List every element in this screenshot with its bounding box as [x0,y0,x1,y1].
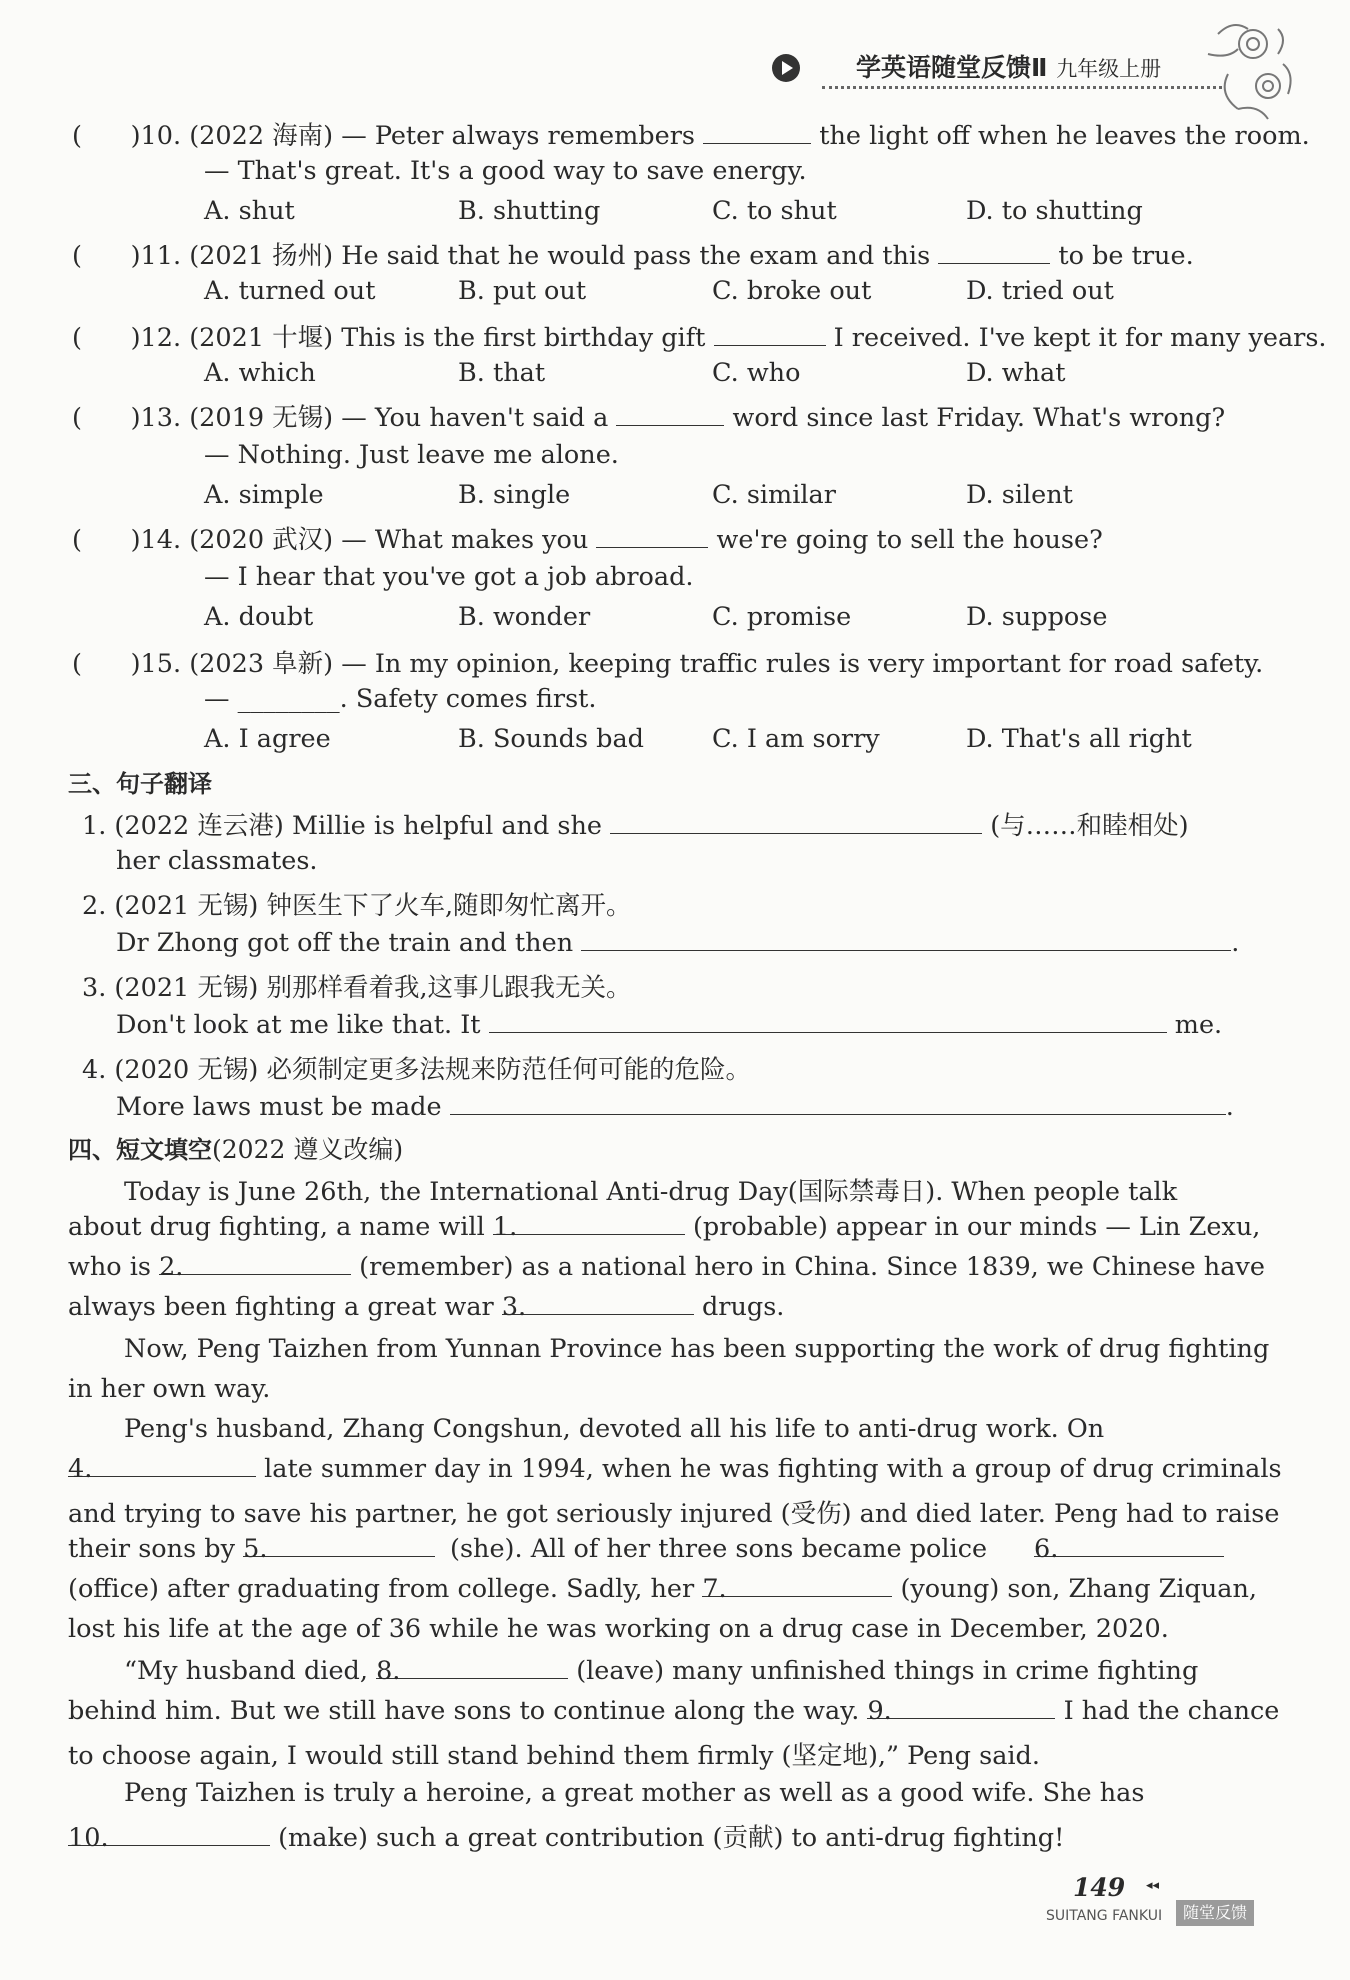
passage-blank-9[interactable]: 9. [867,1696,1055,1719]
passage-line: always been fighting a great war 3. drugs. [68,1292,785,1322]
question-15: ( )15. (2023 阜新) — In my opinion, keeping traffic rules is very important for road safety. [72,649,1264,679]
passage-line: (office) after graduating from college. Sadly, her 7. (young) son, Zhang Ziquan, [68,1574,1257,1604]
option-b: B. that [458,358,546,388]
option-d: D. what [966,358,1066,388]
passage-line: behind him. But we still have sons to continue along the way. 9. I had the chance [68,1696,1280,1726]
answer-blank[interactable] [450,1092,1226,1115]
section-4-title: 四、短文填空(2022 遵义改编) [68,1135,404,1164]
question-12: ( )12. (2021 十堰) This is the first birthday gift I received. I've kept it for many years. [72,323,1327,353]
section-3-title: 三、句子翻译 [68,770,212,798]
header-title: 学英语随堂反馈Ⅱ 九年级上册 [856,53,1162,82]
answer-blank[interactable] [714,323,826,346]
option-b: B. shutting [458,196,601,226]
passage-blank-8[interactable]: 8. [376,1656,568,1679]
passage-blank-5[interactable]: 5. [243,1534,435,1557]
option-a: A. shut [204,196,295,226]
option-b: B. wonder [458,602,591,632]
option-b: B. put out [458,276,587,306]
translation-line: Don't look at me like that. It me. [116,1010,1223,1040]
option-c: C. to shut [712,196,837,226]
passage-blank-10[interactable]: 10. [68,1823,270,1846]
question-text: — That's great. It's a good way to save energy. [204,156,807,186]
option-c: C. broke out [712,276,872,306]
option-c: C. similar [712,480,836,510]
passage-line: “My husband died, 8. (leave) many unfinished things in crime fighting [124,1656,1199,1686]
translation-3: 3. (2021 无锡) 别那样看着我,这事儿跟我无关。 [82,973,632,1003]
answer-blank[interactable] [489,1010,1167,1033]
question-10: ( )10. (2022 海南) — Peter always remembers the light off when he leaves the room. [72,121,1310,151]
translation-line: Dr Zhong got off the train and then . [116,928,1240,958]
option-d: D. silent [966,480,1073,510]
answer-blank[interactable] [938,241,1050,264]
passage-blank-1[interactable]: 1. [493,1212,685,1235]
option-d: D. suppose [966,602,1108,632]
passage-line: Now, Peng Taizhen from Yunnan Province has been supporting the work of drug fighting [124,1334,1270,1364]
question-13: ( )13. (2019 无锡) — You haven't said a word since last Friday. What's wrong? [72,403,1226,433]
translation-text: her classmates. [116,846,318,876]
option-a: A. which [204,358,316,388]
question-text: — Nothing. Just leave me alone. [204,440,619,470]
question-14: ( )14. (2020 武汉) — What makes you we're going to sell the house? [72,525,1103,555]
option-a: A. simple [204,480,324,510]
answer-blank[interactable] [703,121,811,144]
footer-brand-badge: 随堂反馈 [1176,1900,1254,1926]
passage-line: 10. (make) such a great contribution (贡献) to anti-drug fighting! [68,1823,1065,1853]
passage-line: Peng's husband, Zhang Congshun, devoted all his life to anti-drug work. On [124,1414,1105,1444]
option-a: A. turned out [204,276,376,306]
passage-line: in her own way. [68,1374,271,1404]
answer-blank[interactable] [581,928,1231,951]
translation-4: 4. (2020 无锡) 必须制定更多法规来防范任何可能的危险。 [82,1055,751,1085]
question-11: ( )11. (2021 扬州) He said that he would pass the exam and this to be true. [72,241,1194,271]
passage-line: (she). All of her three sons became police [450,1534,988,1564]
passage-line: lost his life at the age of 36 while he was working on a drug case in December, 2020. [68,1614,1169,1644]
option-d: D. tried out [966,276,1114,306]
passage-line: 4. late summer day in 1994, when he was fighting with a group of drug criminals [68,1454,1282,1484]
page-header [772,44,1232,92]
flower-decoration-icon [1198,14,1298,124]
question-text: — I hear that you've got a job abroad. [204,562,694,592]
page-number: 149 [1073,1873,1126,1902]
question-text: — ________. Safety comes first. [204,684,597,714]
option-b: B. single [458,480,571,510]
option-c: C. I am sorry [712,724,880,754]
play-icon [772,54,800,82]
passage-line: to choose again, I would still stand behind them firmly (坚定地),” Peng said. [68,1741,1040,1771]
passage-line: Peng Taizhen is truly a heroine, a great mother as well as a good wife. She has [124,1778,1145,1808]
option-a: A. doubt [204,602,314,632]
option-d: D. to shutting [966,196,1143,226]
translation-2: 2. (2021 无锡) 钟医生下了火车,随即匆忙离开。 [82,891,632,921]
passage-line: Today is June 26th, the International Anti-drug Day(国际禁毒日). When people talk [124,1177,1178,1207]
option-a: A. I agree [204,724,331,754]
passage-line: and trying to save his partner, he got seriously injured (受伤) and died later. Peng had to raise [68,1499,1280,1529]
passage-line: their sons by 5. [68,1534,435,1564]
arrow-left-icon: ◂◂ [1146,1878,1160,1893]
passage-line: about drug fighting, a name will 1. (probable) appear in our minds — Lin Zexu, [68,1212,1261,1242]
header-dotted-rule [822,86,1222,89]
passage-blank-7[interactable]: 7. [702,1574,892,1597]
passage-line [1034,1534,1224,1564]
passage-blank-2[interactable]: 2. [159,1252,351,1275]
option-c: C. promise [712,602,852,632]
option-c: C. who [712,358,801,388]
answer-blank[interactable] [616,403,724,426]
passage-line: who is 2. (remember) as a national hero in China. Since 1839, we Chinese have [68,1252,1265,1282]
passage-blank-4[interactable]: 4. [68,1454,256,1477]
passage-blank-3[interactable]: 3. [502,1292,694,1315]
option-d: D. That's all right [966,724,1192,754]
translation-line: More laws must be made . [116,1092,1234,1122]
option-b: B. Sounds bad [458,724,644,754]
answer-blank[interactable] [596,525,708,548]
answer-blank[interactable] [610,811,982,834]
footer-brand-en: SUITANG FANKUI [1046,1908,1163,1924]
translation-1: 1. (2022 连云港) Millie is helpful and she (与……和睦相处) [82,811,1189,841]
passage-blank-6[interactable]: 6. [1034,1534,1224,1557]
